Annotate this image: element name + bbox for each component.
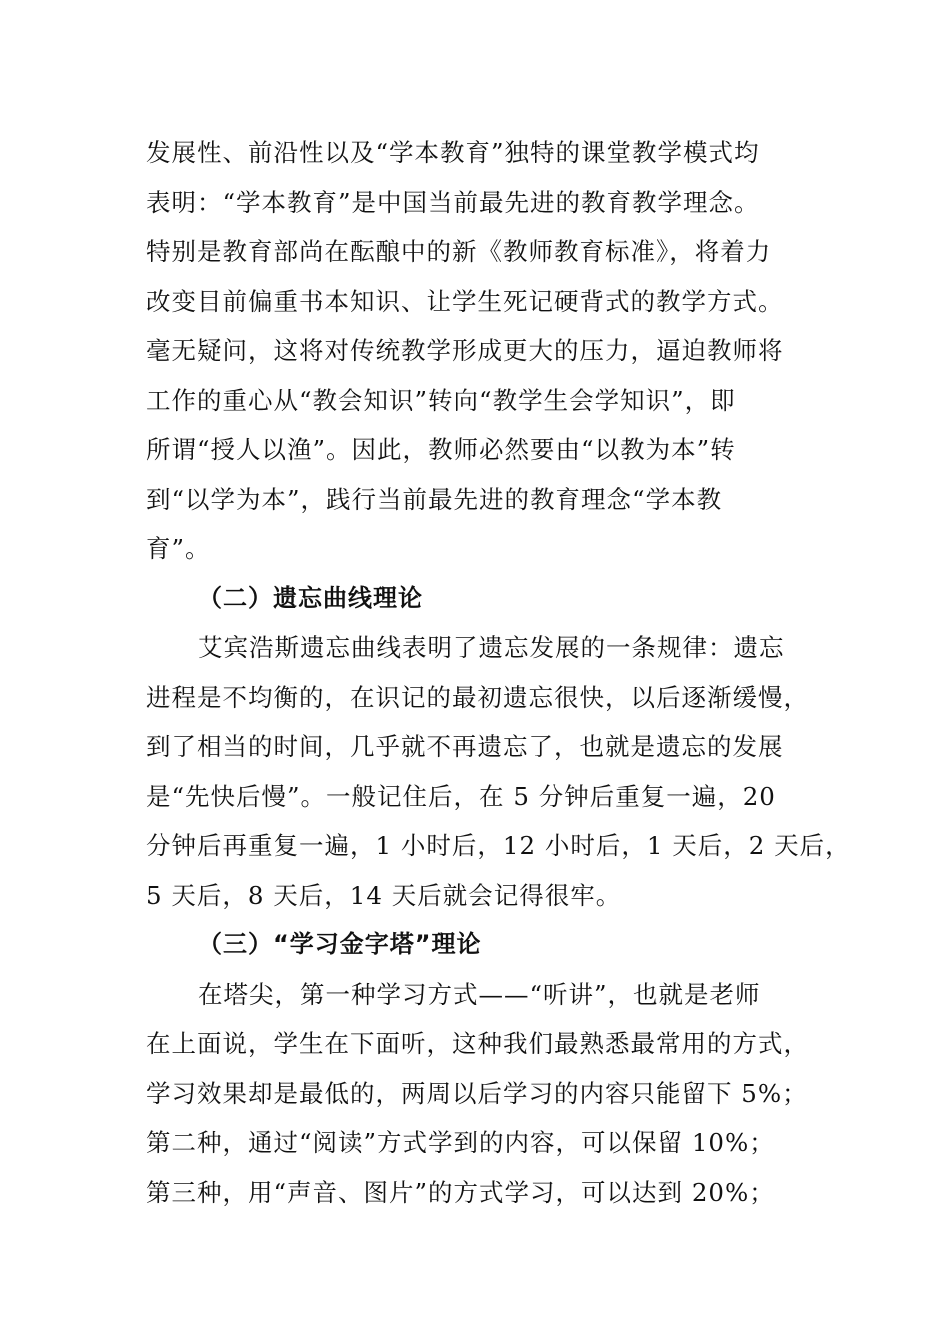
section-forgetting-curve bbox=[146, 574, 851, 921]
text-line: 所谓“授人以渔”。因此，教师必然要由“以教为本”转 bbox=[146, 435, 736, 464]
text-line: 艾宾浩斯遗忘曲线表明了遗忘发展的一条规律：遗忘 bbox=[198, 633, 785, 662]
section-heading: （三）“学习金字塔”理论 bbox=[198, 930, 482, 958]
document-body bbox=[146, 128, 851, 1217]
section-heading: （二）遗忘曲线理论 bbox=[198, 583, 423, 612]
text-line: 在塔尖，第一种学习方式——“听讲”，也就是老师 bbox=[198, 979, 761, 1009]
text-line: 毫无疑问，这将对传统教学形成更大的压力，逼迫教师将 bbox=[146, 336, 784, 365]
text-line: 到了相当的时间，几乎就不再遗忘了，也就是遗忘的发展 bbox=[146, 732, 784, 761]
text-line: 第二种，通过“阅读”方式学到的内容，可以保留 10%； bbox=[146, 1128, 775, 1157]
text-line: 学习效果却是最低的，两周以后学习的内容只能留下 5%； bbox=[146, 1078, 808, 1108]
section-learning-pyramid bbox=[146, 920, 811, 1217]
text-line: 分钟后再重复一遍，1 小时后，12 小时后，1 天后，2 天后， bbox=[146, 831, 851, 860]
text-line: 特别是教育部尚在酝酿中的新《教师教育标准》，将着力 bbox=[146, 237, 772, 266]
text-line: 工作的重心从“教会知识”转向“教学生会学知识”，即 bbox=[146, 385, 736, 415]
text-line: 在上面说，学生在下面听，这种我们最熟悉最常用的方式， bbox=[146, 1029, 809, 1058]
text-line: 5 天后，8 天后，14 天后就会记得很牢。 bbox=[146, 880, 622, 910]
text-line: 第三种，用“声音、图片”的方式学习，可以达到 20%； bbox=[146, 1177, 775, 1207]
text-line: 进程是不均衡的，在识记的最初遗忘很快，以后逐渐缓慢， bbox=[146, 682, 809, 712]
text-line: 表明：“学本教育”是中国当前最先进的教育教学理念。 bbox=[146, 187, 760, 217]
text-line: 发展性、前沿性以及“学本教育”独特的课堂教学模式均 bbox=[146, 138, 760, 167]
text-line: 是“先快后慢”。一般记住后，在 5 分钟后重复一遍，20 bbox=[146, 781, 776, 811]
text-line: 改变目前偏重书本知识、让学生死记硬背式的教学方式。 bbox=[146, 286, 784, 316]
text-line: 育”。 bbox=[146, 534, 211, 563]
paragraph-continuation bbox=[146, 128, 811, 574]
text-line: 到“以学为本”，践行当前最先进的教育理念“学本教 bbox=[146, 484, 723, 514]
